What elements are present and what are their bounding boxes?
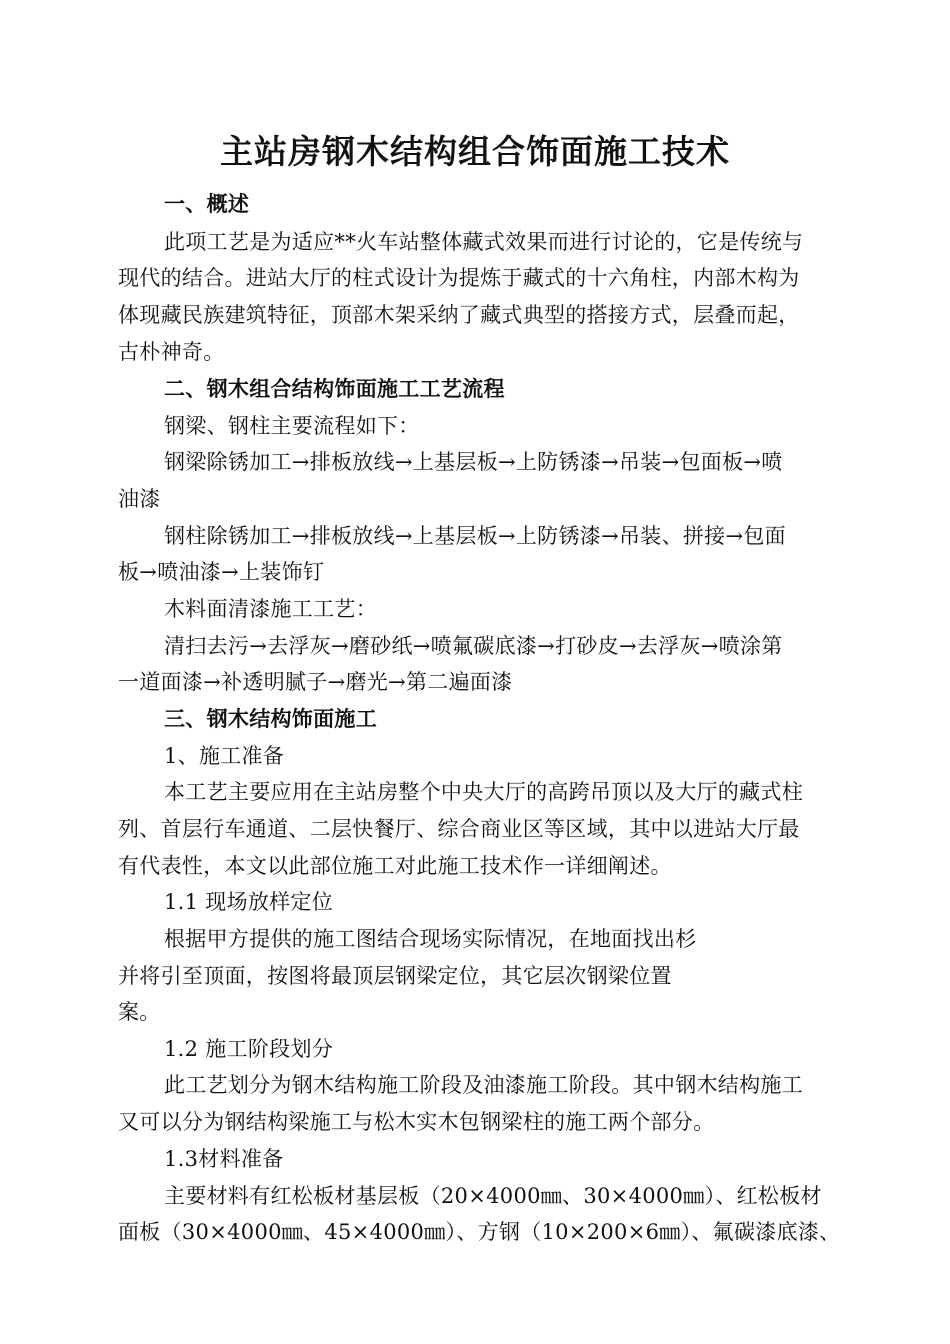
paragraph-line: 有代表性，本文以此部位施工对此施工技术作一详细阐述。 bbox=[118, 854, 672, 878]
paragraph-line: 案。 bbox=[118, 1000, 161, 1024]
paragraph-line: 油漆 bbox=[118, 487, 161, 511]
paragraph-line: 并将引至顶面，按图将最顶层钢梁定位，其它层次钢梁位置 bbox=[118, 964, 672, 988]
paragraph-line: 清扫去污→去浮灰→磨砂纸→喷氟碳底漆→打砂皮→去浮灰→喷涂第 bbox=[164, 634, 783, 658]
paragraph-line: 现代的结合。进站大厅的柱式设计为提炼于藏式的十六角柱，内部木构为 bbox=[118, 266, 800, 290]
paragraph-line: 此项工艺是为适应**火车站整体藏式效果而进行讨论的，它是传统与 bbox=[164, 230, 804, 254]
section-heading-process: 二、钢木组合结构饰面施工工艺流程 bbox=[164, 377, 505, 401]
document-title: 主站房钢木结构组合饰面施工技术 bbox=[220, 132, 730, 171]
section-heading-overview: 一、概述 bbox=[164, 192, 250, 216]
subsection-heading: 1.3材料准备 bbox=[164, 1147, 284, 1171]
paragraph-line: 木料面清漆施工工艺： bbox=[164, 597, 377, 621]
paragraph-line: 板→喷油漆→上装饰钉 bbox=[118, 560, 325, 584]
paragraph-line: 又可以分为钢结构梁施工与松木实木包钢梁柱的施工两个部分。 bbox=[118, 1110, 715, 1134]
paragraph-line: 面板（30×4000㎜、45×4000㎜）、方钢（10×200×6㎜）、氟碳漆底漆、 bbox=[118, 1220, 841, 1244]
paragraph-line: 本工艺主要应用在主站房整个中央大厅的高跨吊顶以及大厅的藏式柱 bbox=[164, 780, 803, 804]
paragraph-line: 一道面漆→补透明腻子→磨光→第二遍面漆 bbox=[118, 670, 513, 694]
subsection-heading: 1.1 现场放样定位 bbox=[164, 890, 334, 914]
paragraph-line: 此工艺划分为钢木结构施工阶段及油漆施工阶段。其中钢木结构施工 bbox=[164, 1073, 803, 1097]
paragraph-line: 古朴神奇。 bbox=[118, 340, 225, 364]
paragraph-line: 体现藏民族建筑特征，顶部木架采纳了藏式典型的搭接方式，层叠而起， bbox=[118, 303, 800, 327]
paragraph-line: 钢柱除锈加工→排板放线→上基层板→上防锈漆→吊装、拼接→包面 bbox=[164, 524, 786, 548]
paragraph-line: 主要材料有红松板材基层板（20×4000㎜、30×4000㎜）、红松板材 bbox=[164, 1184, 822, 1208]
paragraph-line: 钢梁、钢柱主要流程如下： bbox=[164, 414, 420, 438]
section-heading-construction: 三、钢木结构饰面施工 bbox=[164, 707, 377, 731]
paragraph-line: 列、首层行车通道、二层快餐厅、综合商业区等区域，其中以进站大厅最 bbox=[118, 817, 800, 841]
paragraph-line: 钢梁除锈加工→排板放线→上基层板→上防锈漆→吊装→包面板→喷 bbox=[164, 450, 783, 474]
paragraph-line: 根据甲方提供的施工图结合现场实际情况，在地面找出杉 bbox=[164, 927, 697, 951]
subsection-heading: 1.2 施工阶段划分 bbox=[164, 1037, 334, 1061]
subsection-heading: 1、施工准备 bbox=[164, 744, 285, 768]
